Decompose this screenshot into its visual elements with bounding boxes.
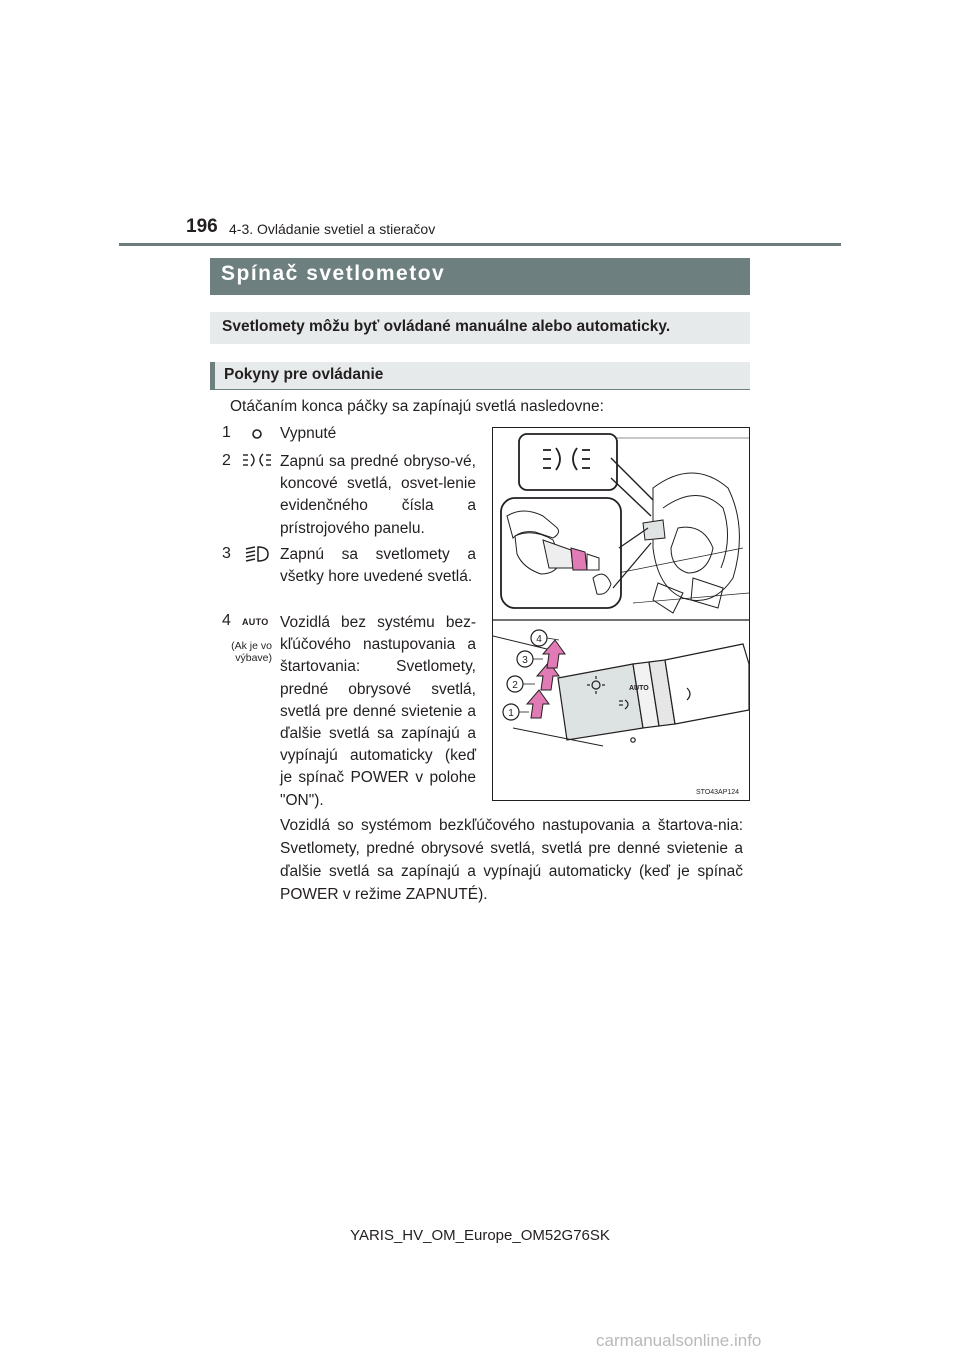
item-number: 3 bbox=[222, 545, 231, 562]
item-number: 2 bbox=[222, 452, 231, 469]
item-text: Zapnú sa predné obryso-vé, koncové svetlá, osvet-lenie evidenčného čísla a prístrojového panelu. bbox=[280, 453, 476, 537]
header-rule bbox=[119, 243, 841, 246]
figure-callout: 1 bbox=[508, 708, 514, 719]
headlight-icon bbox=[244, 545, 270, 563]
figure-callout: 3 bbox=[522, 655, 528, 666]
item-number: 1 bbox=[222, 424, 231, 441]
figure-callout: 4 bbox=[536, 634, 542, 645]
figure-frame bbox=[492, 427, 750, 801]
lead-text: Otáčaním konca páčky sa zapínajú svetlá nasledovne: bbox=[230, 398, 604, 415]
subheading-accent bbox=[210, 362, 215, 389]
intro-box bbox=[210, 312, 750, 344]
subheading-bar bbox=[210, 362, 750, 390]
item-text: Vypnuté bbox=[280, 425, 337, 442]
availability-note: (Ak je vo výbave) bbox=[231, 640, 272, 664]
auto-icon: AUTO bbox=[242, 617, 269, 627]
switch-auto-label: AUTO bbox=[629, 685, 649, 692]
footer-doc-id: YARIS_HV_OM_Europe_OM52G76SK bbox=[350, 1227, 610, 1244]
title-bar bbox=[210, 258, 750, 295]
page-number: 196 bbox=[186, 216, 218, 237]
figure-callout: 2 bbox=[512, 680, 518, 691]
body-paragraph: Vozidlá so systémom bezkľúčového nastupovania a štartova-nia: Svetlomety, predné obrysové svetlá, svetlá pre denné svietenie a ďalšie svetlá sa zapínajú a vypínajú automaticky (keď je spínač POWER v režime ZAPNUTÉ). bbox=[280, 817, 743, 903]
side-lights-icon bbox=[242, 452, 272, 468]
page-title: Spínač svetlometov bbox=[221, 262, 446, 285]
item-number: 4 bbox=[222, 612, 231, 629]
subheading: Pokyny pre ovládanie bbox=[224, 366, 384, 383]
item-text: Zapnú sa svetlomety a všetky hore uvedené svetlá. bbox=[280, 546, 476, 586]
watermark: carmanualsonline.info bbox=[596, 1331, 762, 1350]
figure-code: STO43AP124 bbox=[696, 789, 740, 796]
item-text: Vozidlá bez systému bez-kľúčového nastupovania a štartovania: Svetlomety, predné obrysové svetlá, svetlá pre denné svietenie a ďalšie svetlá sa zapínajú a vypínajú automaticky (keď je spínač POWER v polohe "ON"). bbox=[280, 614, 476, 809]
intro-text: Svetlomety môžu byť ovládané manuálne alebo automaticky. bbox=[222, 318, 671, 335]
off-circle-icon bbox=[250, 427, 264, 441]
section-breadcrumb: 4-3. Ovládanie svetiel a stieračov bbox=[229, 221, 436, 237]
headlight-switch-illustration bbox=[493, 428, 749, 800]
